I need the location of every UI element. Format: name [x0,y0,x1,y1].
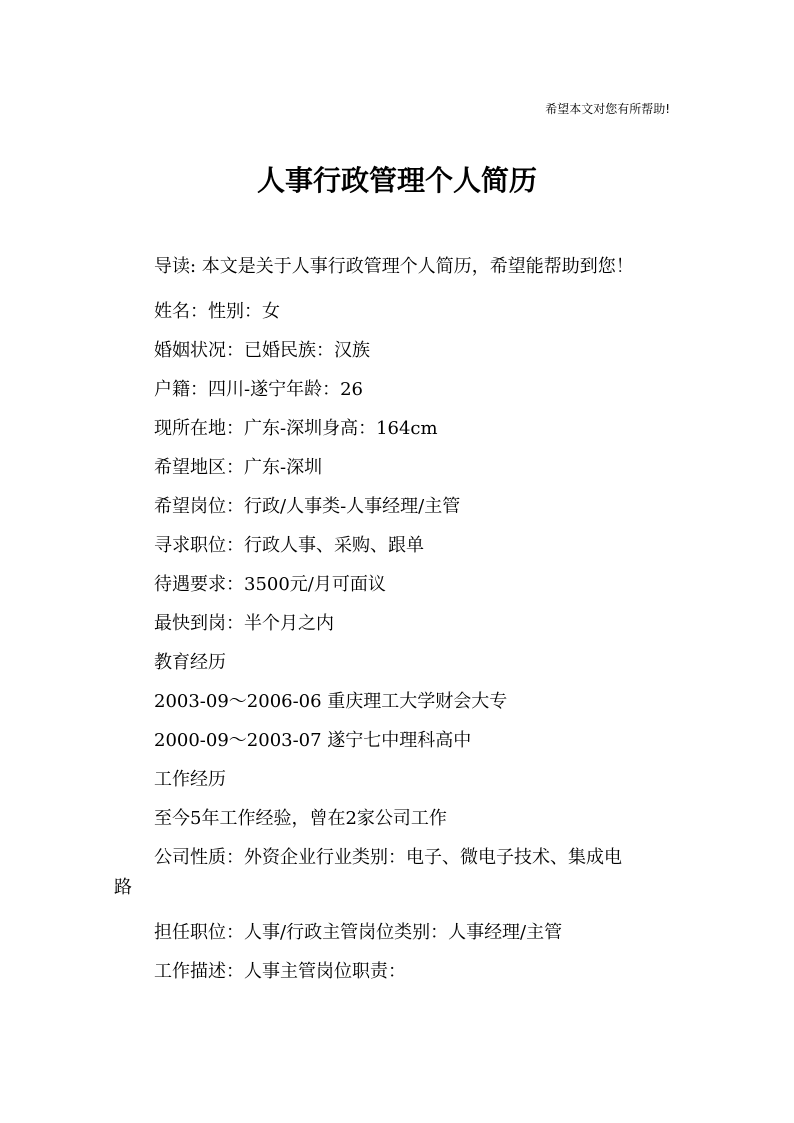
desired-position-line: 希望岗位：行政/人事类-人事经理/主管 [154,496,461,517]
education-entry: 2000-09～2003-07 遂宁七中理科高中 [154,730,472,751]
document-body [114,254,694,998]
education-entry: 2003-09～2006-06 重庆理工大学财会大专 [154,691,508,712]
company-nature-line-continued: 路 [114,877,132,898]
salary-line: 待遇要求：3500元/月可面议 [154,574,386,595]
position-held-line: 担任职位：人事/行政主管岗位类别：人事经理/主管 [154,922,563,943]
work-summary-line: 至今5年工作经验，曾在2家公司工作 [154,808,447,829]
intro-paragraph: 导读: 本文是关于人事行政管理个人简历，希望能帮助到您！ [154,256,634,277]
job-sought-line: 寻求职位：行政人事、采购、跟单 [154,535,424,556]
work-heading: 工作经历 [154,769,226,790]
marital-ethnicity-line: 婚姻状况：已婚民族：汉族 [154,340,370,361]
education-heading: 教育经历 [154,652,226,673]
company-nature-line: 公司性质：外资企业行业类别：电子、微电子技术、集成电 [154,847,622,868]
hometown-age-line: 户籍：四川-遂宁年龄：26 [154,379,363,400]
name-gender-line: 姓名：性别：女 [154,301,280,322]
job-description-line: 工作描述：人事主管岗位职责： [154,961,406,982]
document-title: 人事行政管理个人简历 [256,164,537,197]
availability-line: 最快到岗：半个月之内 [154,613,334,634]
location-height-line: 现所在地：广东-深圳身高：164cm [154,418,438,439]
header-note: 希望本文对您有所帮助! [545,102,670,116]
desired-region-line: 希望地区：广东-深圳 [154,457,323,478]
